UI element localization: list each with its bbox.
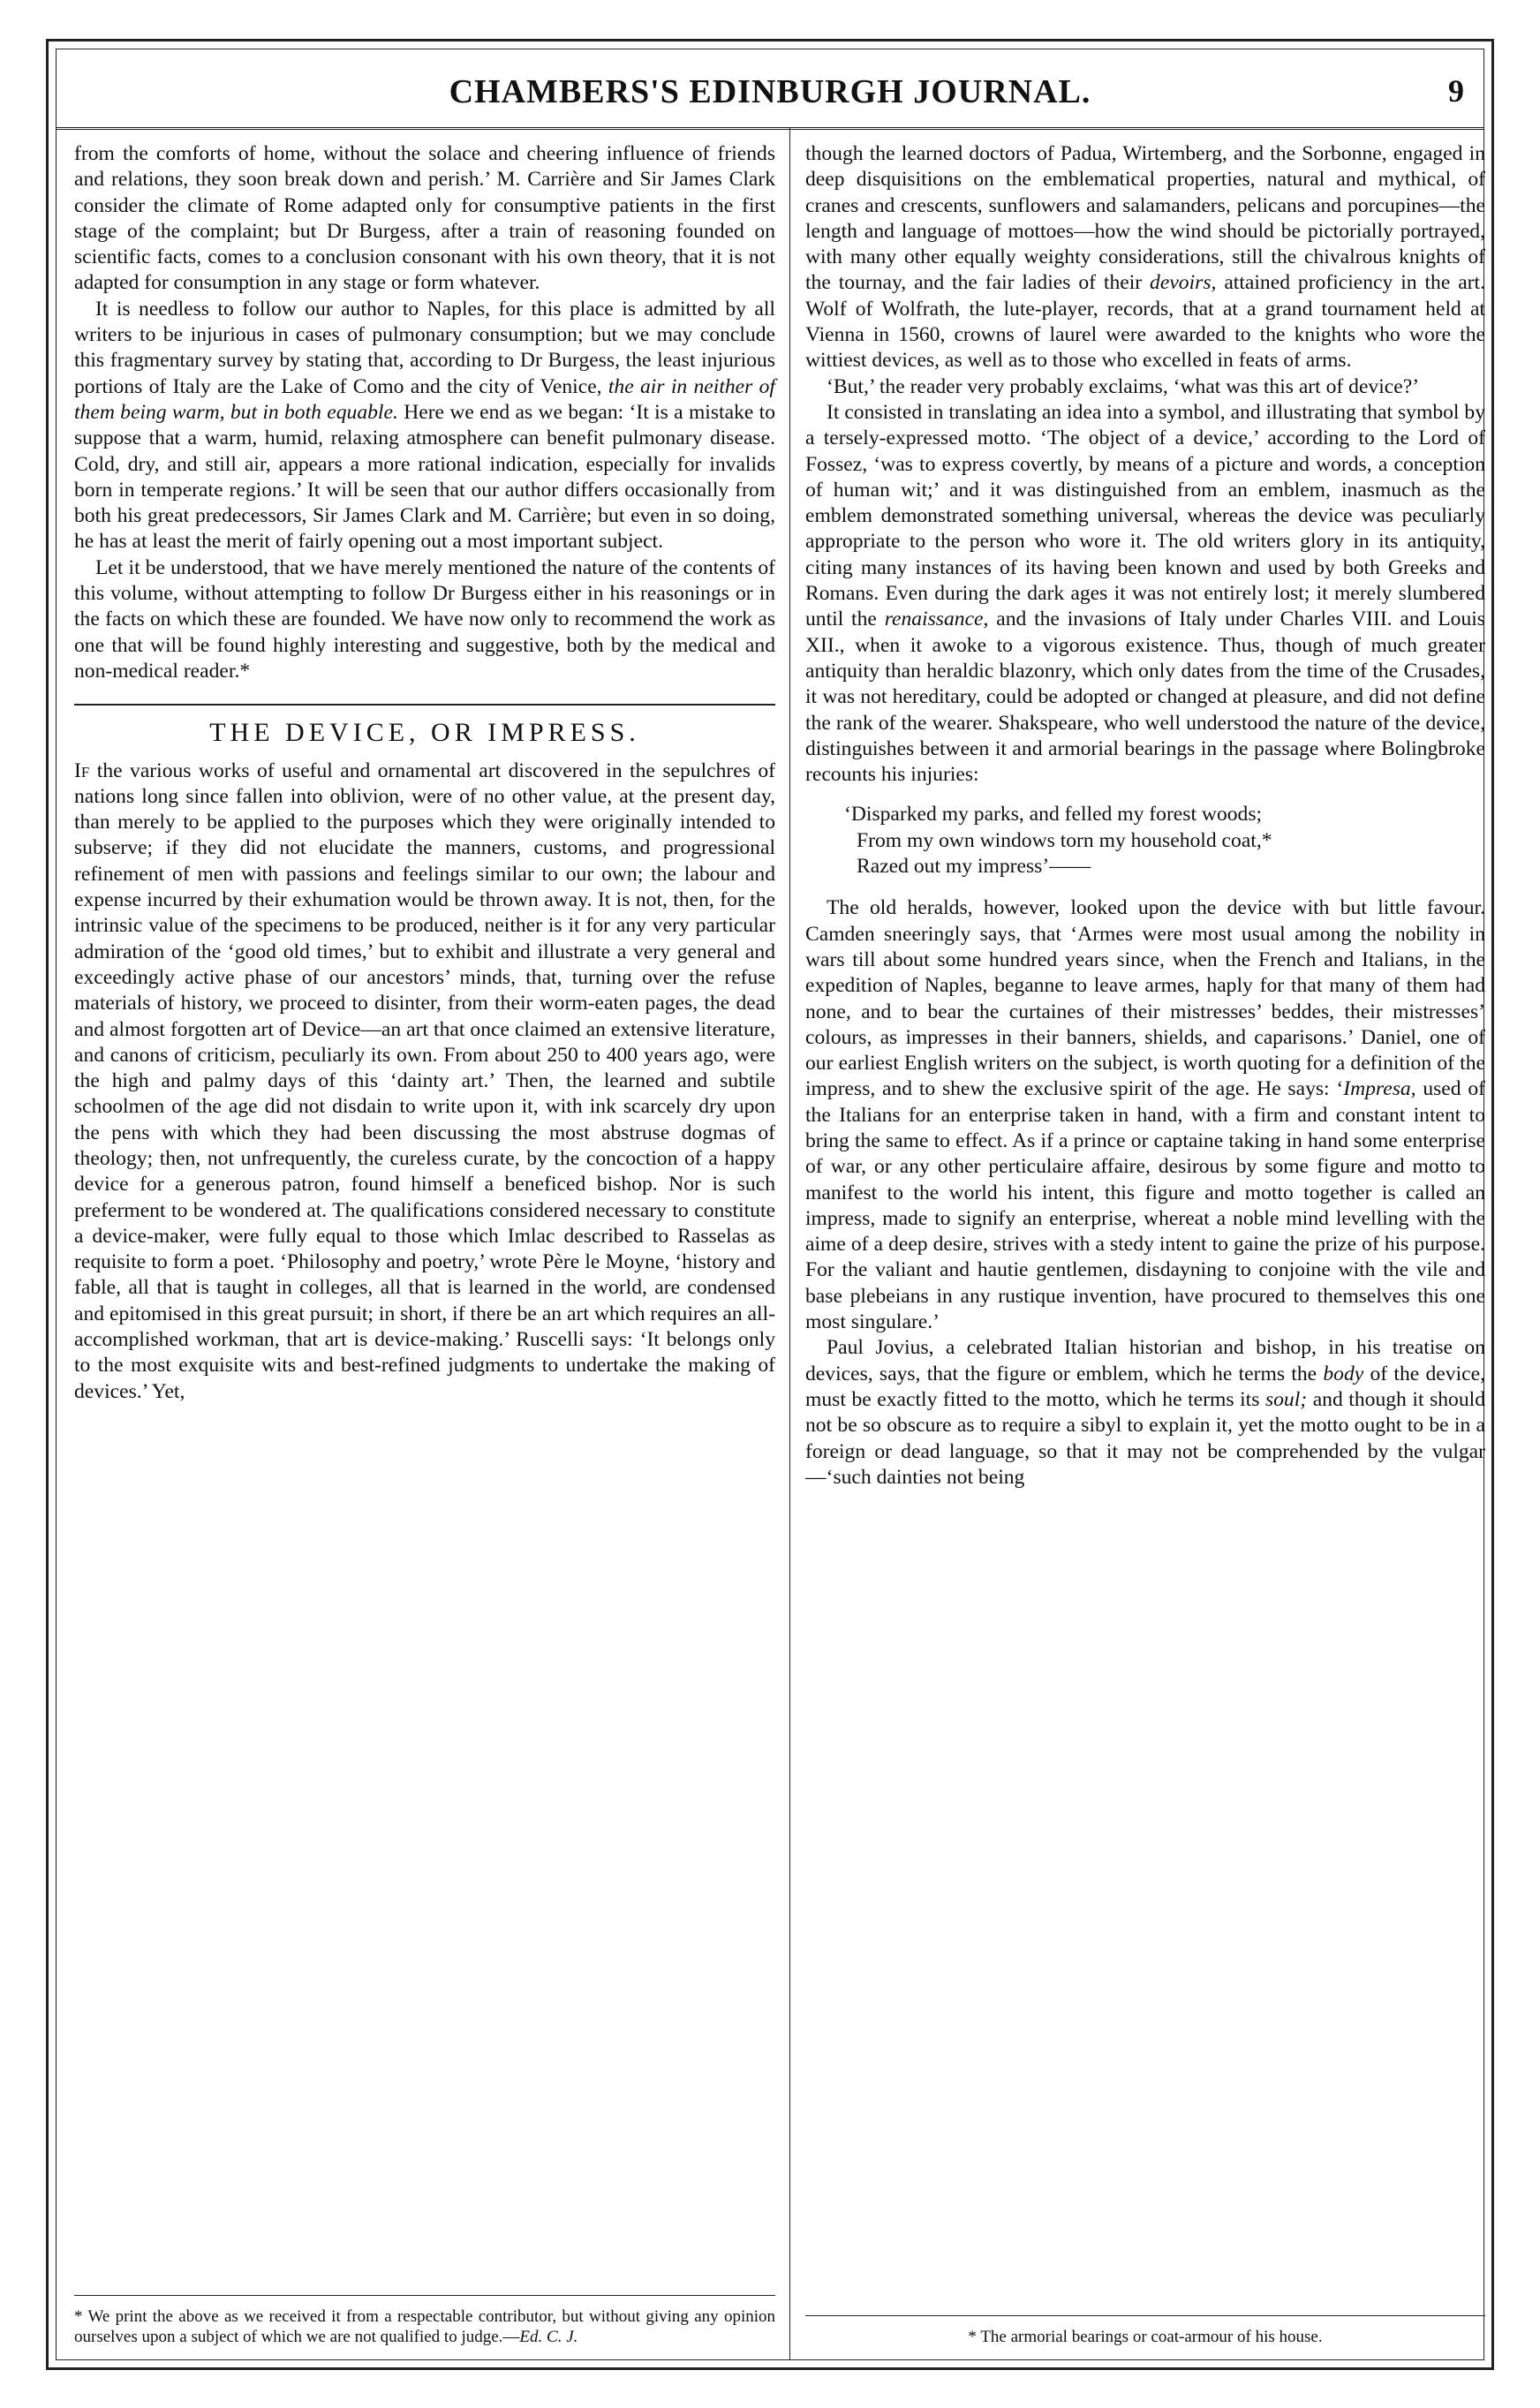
section-divider	[74, 704, 775, 706]
right-column	[805, 141, 1485, 2347]
footnote-text: * We print the above as we received it from a respectable contributor, but without giving any opinion ourselves upon a subject of which we are not qualified to judge.—	[74, 2307, 775, 2346]
italic-word: Impresa,	[1343, 1077, 1416, 1101]
running-header	[57, 49, 1483, 130]
paragraph	[805, 141, 1485, 374]
quote-line: ‘Disparked my parks, and felled my forest woods;	[844, 803, 1263, 827]
italic-word: devoirs,	[1150, 271, 1217, 295]
italic-phrase: the air in neither of them being warm, but in both equable.	[74, 374, 775, 424]
page-number: 9	[1448, 73, 1464, 109]
paragraph	[805, 400, 1485, 788]
paragraph-text: the various works of useful and ornamental art discovered in the sepulchres of nations long since fallen into oblivion, were of no other value, at the present day, than merely to be applied to the purposes which they were originally intended to subserve; if they did not elucidate the manners, customs, and progressional refinement of men with passions and feelings similar to our own; the labour and expense incurred by their exhumation would be thrown away. It is not, then, for the intrinsic value of the specimens to be produced, neither is it for any very particular admiration of the ‘good old times,’ but to exhibit and illustrate a very general and exceedingly active phase of our ancestors’ minds, that, turning over the refuse materials of history, we proceed to disinter, from their worm-eaten pages, the dead and almost forgotten art of Device—an art that once claimed an extensive literature, and canons of criticism, peculiarly its own. From about 250 to 400 years ago, were the high and palmy days of this ‘dainty art.’ Then, the learned and subtile schoolmen of the age did not disdain to write upon it, with ink scarcely dry upon the pens with which they had been discussing the most abstruse dogmas of theology; then, not unfrequently, the cureless curate, by the concoction of a happy device for a generous patron, found himself a beneficed bishop. Nor is such preferment to be wondered at. The qualifications considered necessary to constitute a device-maker, were fully equal to those which Imlac described to Rasselas as requisite to form a poet. ‘Philosophy and poetry,’ wrote Père le Moyne, ‘history and fable, all that is taught in colleges, all that is learned in the world, are condensed and epitomised in this great pursuit; in short, if there be an art which requires an all-accomplished workman, that art is device-making.’ Ruscelli says: ‘It belongs only to the most exquisite wits and best-refined judgments to undertake the making of devices.’ Yet,	[74, 759, 776, 1403]
page-frame	[56, 49, 1484, 2360]
journal-title: CHAMBERS'S EDINBURGH JOURNAL.	[449, 73, 1091, 110]
paragraph-text: attained proficiency in the art. Wolf of Wolfrath, the lute-player, records, that at a grand tournament held at Vienna in 1560, crowns of laurel were awarded to the knights who wore the wittiest devices, as well as to those who excelled in feats of arms.	[805, 271, 1485, 373]
italic-word: body	[1323, 1362, 1364, 1385]
italic-word: renaissance,	[884, 608, 989, 631]
opening-word: If	[74, 759, 90, 782]
paragraph-text: It is needless to follow our author to Naples, for this place is admitted by all writers to be injurious in cases of pulmonary consumption; but we may conclude this fragmentary survey by stating that, according to Dr Burgess, the least injurious portions of Italy are the Lake of Como and the city of Venice,	[74, 297, 775, 398]
paragraph: from the comforts of home, without the solace and cheering influence of friends and relations, they soon break down and perish.’ M. Carrière and Sir James Clark consider the climate of Rome adapted only for consumptive patients in the first stage of the complaint; but Dr Burgess, after a train of reasoning founded on scientific facts, comes to a conclusion consonant with his own theory, that it is not adapted for consumption in any stage or form whatever.	[74, 142, 775, 295]
paragraph-text: and though it should not be so obscure as to require a sibyl to explain it, yet the motto ought to be in a foreign or dead language, so that it may not be comprehended by the vulgar—‘such dainties not being	[805, 1387, 1485, 1489]
paragraph	[805, 1335, 1485, 1491]
paragraph	[805, 895, 1485, 1335]
article-title: THE DEVICE, OR IMPRESS.	[209, 718, 640, 748]
paragraph: ‘But,’ the reader very probably exclaims, ‘what was this art of device?’	[827, 374, 1420, 398]
paragraph-text: of the device, must be exactly fitted to the motto, which he terms its	[805, 1362, 1485, 1411]
italic-word: soul;	[1264, 1387, 1308, 1411]
shakespeare-quotation	[844, 802, 1485, 879]
left-column	[74, 141, 775, 2347]
article-opening-paragraph	[74, 759, 775, 1405]
footnote-editorial	[74, 2295, 775, 2347]
editor-signature: Ed. C. J.	[519, 2328, 578, 2346]
quote-line: Razed out my impress’——	[857, 855, 1091, 879]
paragraph-text: used of the Italians for an enterprise taken in hand, with a firm and constant intent to bring the same to effect. As if a prince or captaine taking in hand some enterprise of war, or any other perticulaire affaire, desirous by some figure and motto to manifest to the world his intent, this figure and motto together is called an impress, made to signify an enterprise, whereat a noble mind levelling with the aime of a deep desire, strives with a stedy intent to gaine the prize of his purpose. For the valiant and hautie gentlemen, disdayning to conjoine with the vile and base plebeians in any rustique invention, have procured to themselves this one most singulare.’	[805, 1077, 1485, 1334]
paragraph-text: though the learned doctors of Padua, Wirtemberg, and the Sorbonne, engaged in deep disquisitions on the emblematical properties, natural and mythical, of cranes and crescents, sunflowers and salamanders, pelicans and porcupines—the length and language of mottoes—how the wind should be pictorially portrayed, with many other equally weighty considerations, still the chivalrous knights of the tournay, and the fair ladies of their	[805, 142, 1485, 295]
paragraph: Let it be understood, that we have merely mentioned the nature of the contents of this volume, without attempting to follow Dr Burgess either in his reasonings or in the facts on which these are founded. We have now only to recommend the work as one that will be found highly interesting and suggestive, both by the medical and non-medical reader.*	[74, 555, 775, 683]
paragraph-text: The old heralds, however, looked upon the device with but little favour. Camden sneeringly says, that ‘Armes were most usual among the nobility in wars till about some hundred years since, when the French and Italians, in the expedition of Naples, beganne to leave armes, haply for that many of them had none, and to bear the curtaines of their mistresses’ beddes, their mistresses’ colours, as impresses in their banners, shields, and caparisons.’ Daniel, one of our earliest English writers on the subject, is worth quoting for a definition of the impress, and to shew the exclusive spirit of the age. He says: ‘	[805, 896, 1485, 1101]
quote-line: From my own windows torn my household coat,*	[857, 828, 1272, 852]
paragraph-text: Paul Jovius, a celebrated Italian historian and bishop, in his treatise on devices, says, that the figure or emblem, which he terms the	[805, 1336, 1485, 1385]
paragraph-text: It consisted in translating an idea into a symbol, and illustrating that symbol by a tersely-expressed motto. ‘The object of a device,’ according to the Lord of Fossez, ‘was to express covertly, by means of a picture and words, a conception of human wit;’ and it was distinguished from an emblem, inasmuch as the emblem demonstrated something universal, whereas the device was peculiarly appropriate to the person who wore it. The old writers glory in its antiquity, citing many instances of its having been known and used by both Greeks and Romans. Even during the dark ages it was not entirely lost; it merely slumbered until the	[805, 400, 1485, 631]
column-divider	[789, 127, 790, 2359]
paragraph	[74, 297, 775, 555]
paragraph-text: Here we end as we began: ‘It is a mistake to suppose that a warm, humid, relaxing atmosphere can benefit pulmonary disease. Cold, dry, and still air, appears a more rational indication, especially for invalids born in temperate regions.’ It will be seen that our author differs occasionally from both his great predecessors, Sir James Clark and M. Carrière; but even in so doing, he has at least the merit of fairly opening out a most important subject.	[74, 400, 776, 554]
paragraph-text: and the invasions of Italy under Charles VIII. and Louis XII., when it awoke to a vigorous existence. Thus, though of much greater antiquity than heraldic blazonry, which only dates from the time of the Crusades, it was not hereditary, could be adopted or changed at pleasure, and did not define the rank of the wearer. Shakspeare, who well understood the nature of the device, distinguishes between it and armorial bearings in the passage where Bolingbroke recounts his injuries:	[805, 608, 1485, 787]
footnote-armorial: * The armorial bearings or coat-armour of his house.	[805, 2315, 1485, 2347]
journal-page	[46, 39, 1494, 2370]
